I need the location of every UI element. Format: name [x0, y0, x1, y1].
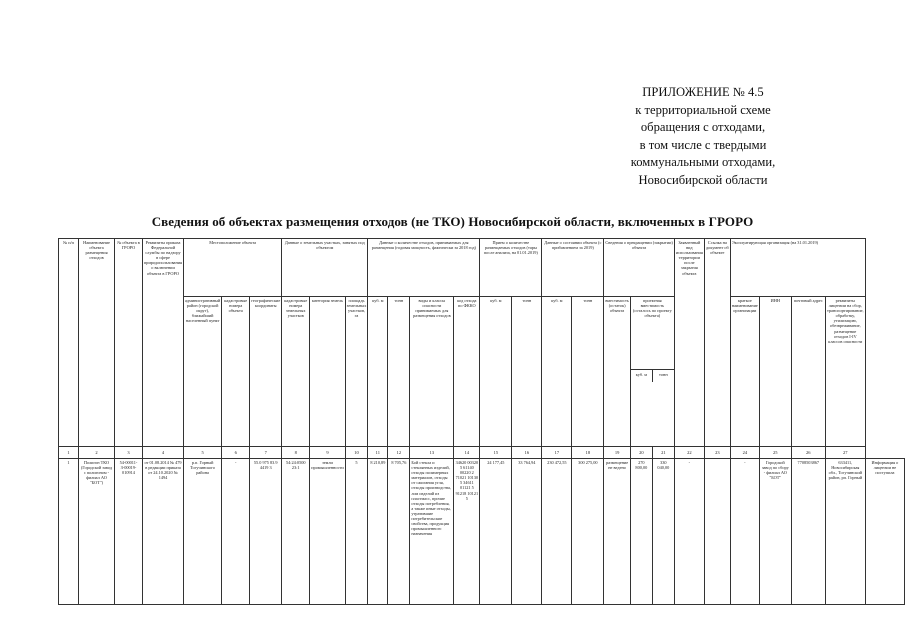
row-cell: Информация о лицензии не поступила [865, 459, 904, 605]
column-number: 27 [825, 447, 865, 459]
row-cell: 8 210,89 [368, 459, 388, 605]
row-cell: 54:24:0500 23:1 [282, 459, 310, 605]
header-cell: № п/п [59, 239, 79, 447]
row-cell: 300 275,00 [572, 459, 604, 605]
column-number: 10 [345, 447, 368, 459]
row-cell: Бой стекла и стеклянных изделий, отходы полимерных материалов, отходы от сжигания угля, отходы производства, лом изделий из пластмасс, прочие отходы потребления, а также иные отходы, утратившие потребительские свойства, продукция промышленного назначения [410, 459, 454, 605]
row-cell: земли промышленности [310, 459, 345, 605]
header-cell: тонн [659, 372, 668, 377]
header-cell: Местоположение объекта [184, 239, 282, 297]
row-cell: - [730, 459, 759, 605]
row-cell: 270 800,00 [630, 459, 652, 605]
header-cell: Данные о количестве отходов, принимаемых для размещения (годовая мощность, фактически за 2018 год) [368, 239, 480, 297]
header-row-top [59, 239, 905, 297]
row-cell: 34620 00320 5 61140 00220 2 71021 10130 5 34611 01121 5 91218 10121 5 [454, 459, 480, 605]
header-cell: куб. м [368, 297, 388, 447]
header-cell: куб. м [631, 370, 653, 382]
row-cell: р.п. Горный Тогучинского района [184, 459, 222, 605]
column-number: 1 [59, 447, 79, 459]
appendix-heading [593, 84, 813, 189]
header-cell: куб. м [480, 297, 512, 447]
header-cell: Сведения о прекращении (закрытии) объекта [604, 239, 675, 297]
header-cell: Эксплуатирующая организация (на 31.01.2019) [730, 239, 865, 297]
header-row-sub [59, 297, 905, 447]
row-cell: Городской завод по сбору - филиал АО "БОТ" [759, 459, 791, 605]
column-number: 20 [630, 447, 652, 459]
header-cell: Ссылка на документ об объекте [704, 239, 730, 447]
column-number: 7 [250, 447, 282, 459]
column-number: 21 [652, 447, 674, 459]
header-cell: Данные о земельных участках, занятых под объектом [282, 239, 368, 297]
row-cell: 55.0 975 83.9 4419 3 [250, 459, 282, 605]
row-cell: 5 [345, 459, 368, 605]
column-number-row [59, 447, 905, 459]
row-cell: от 01.08.2014 № 479 в редакции приказа от 24.10.2020 № 1494 [143, 459, 184, 605]
header-cell-split [630, 297, 674, 447]
row-cell: - [674, 459, 704, 605]
column-number: 13 [410, 447, 454, 459]
header-cell: № объекта в ГРОРО [115, 239, 143, 447]
header-cell: Реквизиты приказа Федеральной службы по надзору в сфере природопользования о включении объекта в ГРОРО [143, 239, 184, 447]
column-number: 6 [222, 447, 250, 459]
appendix-line: в том числе с твердыми [639, 137, 767, 152]
column-number: 18 [572, 447, 604, 459]
row-cell: размещение не ведено [604, 459, 631, 605]
column-number: 4 [143, 447, 184, 459]
row-cell: 1 [59, 459, 79, 605]
table-bottom-rule [58, 604, 848, 605]
header-subcell-pair [631, 370, 674, 382]
header-cell: категория земель [310, 297, 345, 447]
row-cell: 7708503867 [791, 459, 825, 605]
header-cell: административный район (городской округ), ближайший населенный пункт [184, 297, 222, 447]
appendix-line: обращения с отходами, [640, 120, 766, 134]
header-cell: Прием о количестве размещаемых отходов (тары после анализа, на 01.01.2019) [480, 239, 542, 297]
header-cell: виды и классы опасности принимаемых для размещения отходов [410, 297, 454, 447]
header-cell: тонн [388, 297, 410, 447]
row-cell: Полигон ТКО (Городской завод с полигоном - филиал АО "БОТ") [79, 459, 115, 605]
appendix-line: коммунальными отходами, [630, 155, 776, 169]
header-cell: проектная вместимость (осталось по проекту объекта) [631, 297, 674, 370]
header-cell: кадастровые номера объекта [222, 297, 250, 447]
appendix-line: к территориальной схеме [635, 102, 771, 117]
header-cell: ИНН [759, 297, 791, 447]
row-cell: 54-00011-З-00019-010914 [115, 459, 143, 605]
column-number: 2 [79, 447, 115, 459]
row-cell [704, 459, 730, 605]
header-cell: тонн [512, 297, 542, 447]
appendix-line: ПРИЛОЖЕНИЕ № 4.5 [642, 85, 764, 99]
row-cell: 633411, Новосибирская обл., Тогучинский район, рп. Горный [825, 459, 865, 605]
column-number: 22 [674, 447, 704, 459]
header-cell: краткое наименование организации [730, 297, 759, 447]
column-number: 8 [282, 447, 310, 459]
row-cell: 24 177,45 [480, 459, 512, 605]
column-number: 14 [454, 447, 480, 459]
header-cell: куб. м [542, 297, 572, 447]
column-number: 15 [480, 447, 512, 459]
header-cell: почтовый адрес [791, 297, 825, 447]
column-number: 5 [184, 447, 222, 459]
header-cell: вместимость (остаток) объекта [604, 297, 631, 447]
header-cell: код отхода по ФККО [454, 297, 480, 447]
registry-table [58, 238, 905, 605]
row-cell: - [222, 459, 250, 605]
header-cell: реквизиты лицензии на сбор, транспортирование, обработку, утилизацию, обезвреживание, размещение отходов I-IV классов опасности [825, 297, 865, 447]
column-number: 19 [604, 447, 631, 459]
header-cell: географические координаты [250, 297, 282, 447]
row-cell: 33 764,94 [512, 459, 542, 605]
appendix-line: Новосибирской области [638, 172, 768, 187]
column-number: 11 [368, 447, 388, 459]
header-cell: Данные о состоянии объекта (с прибавлением за 2019) [542, 239, 604, 297]
column-number: 17 [542, 447, 572, 459]
row-cell: 8 705,76 [388, 459, 410, 605]
row-cell: 230 472,55 [542, 459, 572, 605]
document-title: Сведения об объектах размещения отходов (не ТКО) Новосибирской области, включенных в ГРОРО [151, 214, 754, 229]
column-number: 25 [759, 447, 791, 459]
column-number: 23 [704, 447, 730, 459]
header-cell: тонн [572, 297, 604, 447]
column-number: 26 [791, 447, 825, 459]
column-number: 3 [115, 447, 143, 459]
column-number: 24 [730, 447, 759, 459]
header-cell: площадь земельных участков, га [345, 297, 368, 447]
column-number: 9 [310, 447, 345, 459]
row-cell: 330 040,00 [652, 459, 674, 605]
column-number: 16 [512, 447, 542, 459]
header-cell: Наименование объекта размещения отходов [79, 239, 115, 447]
header-cell: Заявленный вид использования территории после закрытия объекта [674, 239, 704, 447]
column-number: 12 [388, 447, 410, 459]
header-cell: кадастровые номера земельных участков [282, 297, 310, 447]
table-row [59, 459, 905, 605]
